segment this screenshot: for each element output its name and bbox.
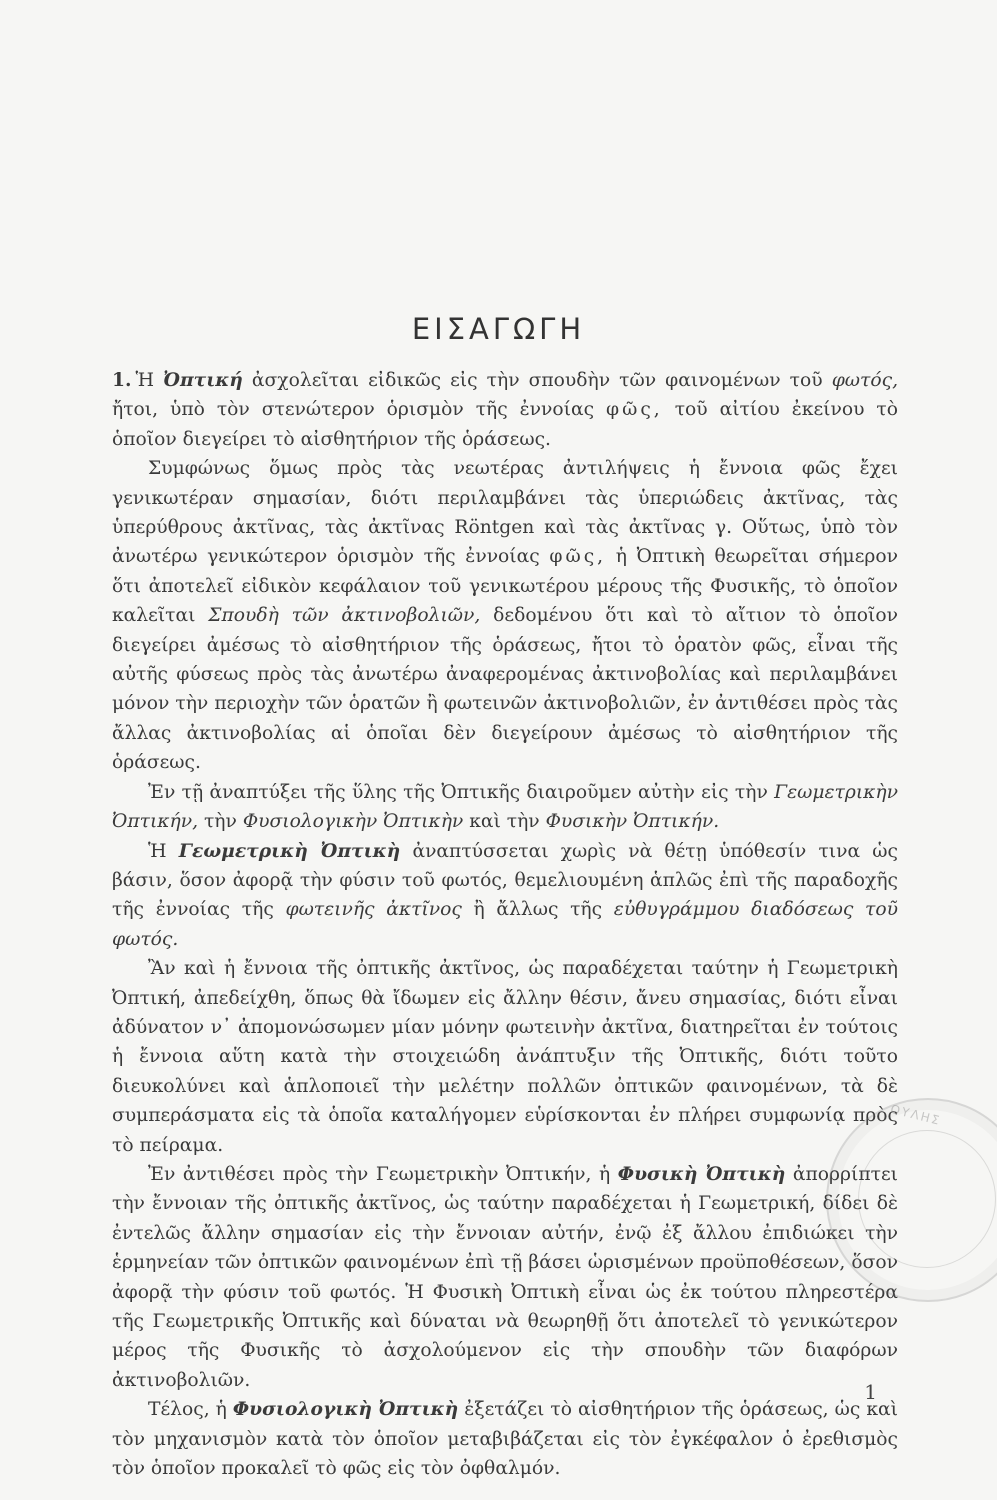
text-run: τὴν — [198, 811, 243, 833]
spaced-term: φῶς, — [606, 399, 663, 421]
paragraph-4 — [112, 837, 898, 955]
emphasis-term: Ὀπτική — [163, 369, 243, 391]
paragraph-6 — [112, 1160, 898, 1395]
text-run: Ἡ — [148, 840, 179, 862]
text-run: Συμφώνως ὅμως πρὸς τὰς νεωτέρας ἀντιλήψεις ἡ ἔννοια φῶς ἔχει γενικωτέραν σημασίαν, διότι περιλαμβάνει τὰς ὑπεριώδεις ἀκτῖνας, τὰς ὑπερύθρους ἀκτῖνας, τὰς ἀκτῖνας Röntgen καὶ τὰς ἀκτῖνας γ. Οὕτως, ὑπὸ τὸν ἀνωτέρω γενικώτερον ὁρισμὸν τῆς ἐννοίας — [112, 458, 898, 568]
text-run: Ἂν καὶ ἡ ἔννοια τῆς ὀπτικῆς ἀκτῖνος, ὡς παραδέχεται ταύτην ἡ Γεωμετρικὴ Ὀπτική, ἀπεδείχθη, ὅπως θὰ ἴδωμεν εἰς ἄλλην θέσιν, ἄνευ σημασίας, διότι εἶναι ἀδύνατον ν᾽ ἀπομονώσωμεν μίαν μόνην φωτεινὴν ἀκτῖνα, διατηρεῖται ἐν τούτοις ἡ ἔννοια αὕτη κατὰ τὴν στοιχειώδη ἀνάπτυξιν τῆς Ὀπτικῆς, διότι τοῦτο διευκολύνει καὶ ἁπλοποιεῖ τὴν μελέτην πολλῶν ὀπτικῶν φαινομένων, τὰ δὲ συμπεράσματα εἰς τὰ ὁποῖα καταλήγομεν εὑρίσκονται ἐν πλήρει συμφωνίᾳ πρὸς τὸ πείραμα. — [112, 958, 898, 1156]
emphasis-term: Φυσιολογικὴν Ὀπτικὴν — [242, 811, 464, 833]
emphasis-term: φωτός, — [831, 370, 899, 391]
emphasis-term: Φυσικὴν Ὀπτικήν. — [545, 811, 720, 833]
spaced-term: φῶς, — [549, 546, 607, 568]
text-run: καὶ τὴν — [463, 811, 546, 833]
text-run: ἤτοι, ὑπὸ τὸν στενώτερον ὁρισμὸν τῆς ἐννοίας — [112, 399, 607, 421]
text-run: Ἡ — [135, 370, 164, 391]
emphasis-term: Σπουδὴ τῶν ἀκτινοβολιῶν, — [208, 605, 481, 627]
section-number: 1. — [112, 369, 132, 391]
text-run: Ἐν ἀντιθέσει πρὸς τὴν Γεωμετρικὴν Ὀπτικήν, ἡ — [148, 1163, 618, 1185]
page-number: 1 — [864, 1380, 877, 1404]
emphasis-term: εὐθυγράμμου διαδόσεως τοῦ φωτός. — [112, 899, 898, 950]
text-run: δεδομένου ὅτι καὶ τὸ αἴτιον τὸ ὁποῖον διεγείρει ἀμέσως τὸ αἰσθητήριον τῆς ὁράσεως, ἤτοι τὸ ὁρατὸν φῶς, εἶναι τῆς αὐτῆς φύσεως πρὸς τὰς ἀνωτέρω ἀναφερομένας ἀκτινοβολίας καὶ περιλαμβάνει μόνον τὴν περιοχὴν τῶν ὁρατῶν ἢ φωτεινῶν ἀκτινοβολιῶν, ἐν ἀντιθέσει πρὸς τὰς ἄλλας ἀκτινοβολίας αἱ ὁποῖαι δὲν διεγείρουν ἀμέσως τὸ αἰσθητήριον τῆς ὁράσεως. — [112, 605, 898, 774]
paragraph-3 — [112, 778, 898, 837]
emphasis-term: φωτεινῆς ἀκτῖνος — [285, 899, 462, 921]
text-run: ἡ Ὀπτικὴ θεωρεῖται σήμερον ὅτι ἀποτελεῖ εἰδικὸν κεφάλαιον τοῦ γενικωτέρου μέρους τῆς Φυσικῆς, τὸ ὁποῖον καλεῖται — [112, 546, 898, 627]
text-run: ἀπορρίπτει τὴν ἔννοιαν τῆς ὀπτικῆς ἀκτῖνος, ὡς ταύτην παραδέχεται ἡ Γεωμετρική, δίδει δὲ ἐντελῶς ἄλλην σημασίαν εἰς τὴν ἔννοιαν αὐτήν, ἐνῷ ἐξ ἄλλου ἐπιδιώκει τὴν ἑρμηνείαν τῶν ὀπτικῶν φαινομένων ἐπὶ τῇ βάσει ὡρισμένων προϋποθέσεων, ὅσον ἀφορᾷ τὴν φύσιν τοῦ φωτός. Ἡ Φυσικὴ Ὀπτικὴ εἶναι ὡς ἐκ τούτου πληρεστέρα τῆς Γεωμετρικῆς Ὀπτικῆς καὶ δύναται νὰ θεωρηθῇ ὅτι ἀποτελεῖ τὸ γενικώτερον μέρος τῆς Φυσικῆς τὸ ἀσχολούμενον εἰς τὴν σπουδὴν τῶν διαφόρων ἀκτινοβολιῶν. — [112, 1163, 898, 1391]
paragraph-1 — [112, 366, 898, 454]
page-title: ΕΙΣΑΓΩΓΗ — [411, 312, 586, 346]
stamp-inner-ring — [858, 1130, 996, 1268]
paragraph-5 — [112, 954, 898, 1160]
text-run: Ἐν τῇ ἀναπτύξει τῆς ὕλης τῆς Ὀπτικῆς διαιροῦμεν αὐτὴν εἰς τὴν — [148, 781, 775, 803]
body-text — [112, 366, 898, 1483]
stamp-text: ΟΥΛΗΣ — [889, 1101, 943, 1129]
text-run: Τέλος, ἡ — [148, 1399, 233, 1421]
text-run: ἐξετάζει τὸ αἰσθητήριον τῆς ὁράσεως, ὡς καὶ τὸν μηχανισμὸν κατὰ τὸν ὁποῖον μεταβιβάζεται εἰς τὸν ἐγκέφαλον ὁ ἐρεθισμὸς τὸν ὁποῖον προκαλεῖ τὸ φῶς εἰς τὸν ὀφθαλμόν. — [112, 1399, 898, 1480]
emphasis-term: Φυσιολογικὴ Ὀπτικὴ — [232, 1398, 459, 1421]
text-run: ἢ ἄλλως τῆς — [461, 899, 614, 921]
paragraph-7 — [112, 1395, 898, 1483]
emphasis-term: Γεωμετρικὴν Ὀπτικήν, — [112, 781, 898, 833]
emphasis-term: Γεωμετρικὴ Ὀπτικὴ — [178, 839, 401, 862]
emphasis-term: Φυσικὴ Ὀπτικὴ — [617, 1162, 786, 1185]
text-run: ἀναπτύσσεται χωρὶς νὰ θέτῃ ὑπόθεσίν τινα ὡς βάσιν, ὅσον ἀφορᾷ τὴν φύσιν τοῦ φωτός, θεμελιουμένη ἁπλῶς ἐπὶ τῆς παραδοχῆς τῆς ἐννοίας τῆς — [112, 840, 898, 921]
paragraph-2 — [112, 454, 898, 777]
text-run: τοῦ αἰτίου ἐκείνου τὸ ὁποῖον διεγείρει τὸ αἰσθητήριον τῆς ὁράσεως. — [112, 399, 898, 450]
text-run: ἀσχολεῖται εἰδικῶς εἰς τὴν σπουδὴν τῶν φαινομένων τοῦ — [242, 370, 832, 391]
